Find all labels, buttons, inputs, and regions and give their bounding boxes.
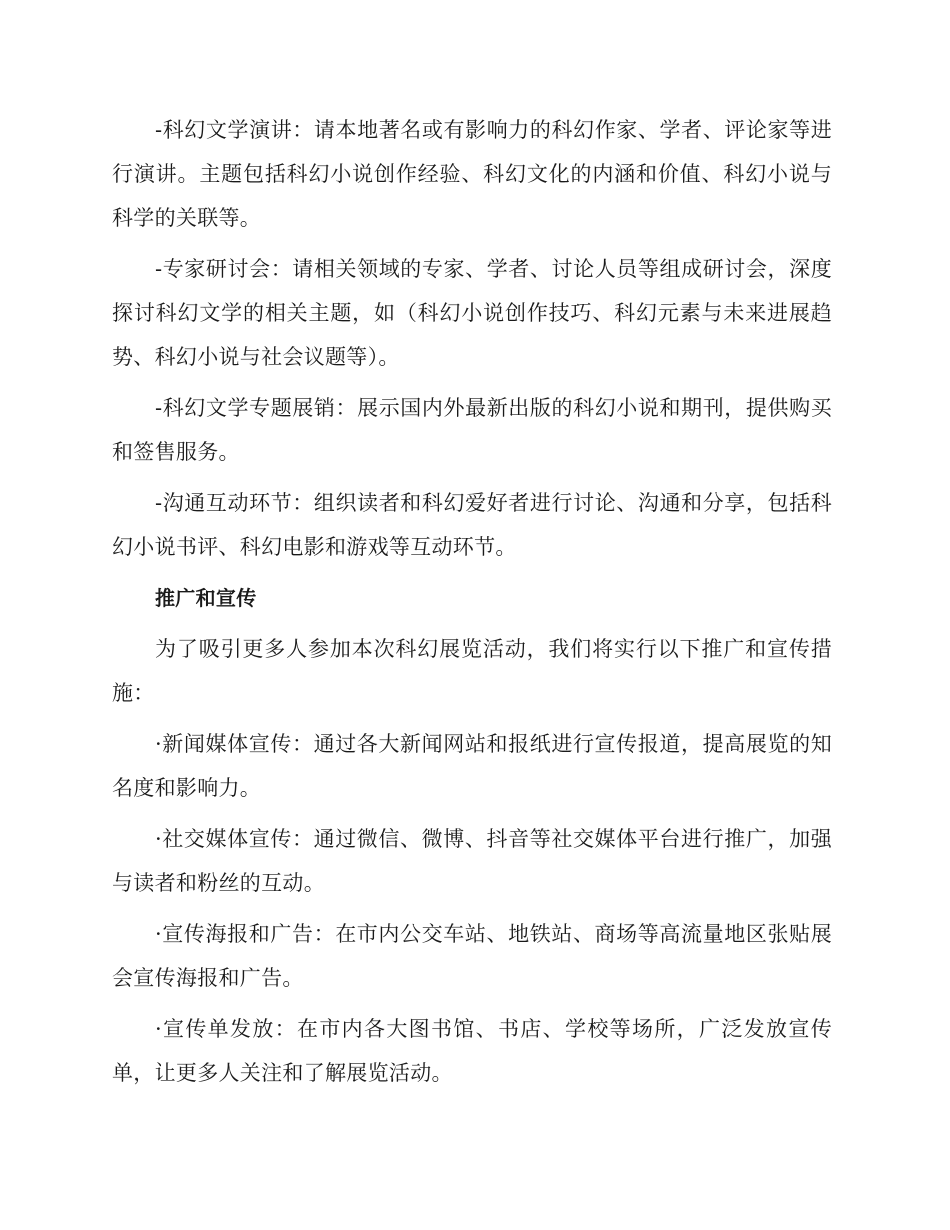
bullet-posters-ads: ·宣传海报和广告：在市内公交车站、地铁站、商场等高流量地区张贴展会宣传海报和广告。 — [112, 922, 832, 990]
document-body — [112, 108, 832, 1102]
bullet-flyers: ·宣传单发放：在市内各大图书馆、书店、学校等场所，广泛发放宣传单，让更多人关注和了解展览活动。 — [112, 1017, 832, 1085]
paragraph-expert-seminar: -专家研讨会：请相关领域的专家、学者、讨论人员等组成研讨会，深度探讨科幻文学的相关主题，如（科幻小说创作技巧、科幻元素与未来进展趋势、科幻小说与社会议题等）。 — [112, 257, 832, 369]
paragraph-sci-fi-lecture: -科幻文学演讲：请本地著名或有影响力的科幻作家、学者、评论家等进行演讲。主题包括科幻小说创作经验、科幻文化的内涵和价值、科幻小说与科学的关联等。 — [112, 118, 832, 230]
section-heading-promotion: 推广和宣传 — [155, 586, 257, 610]
paragraph-book-exhibition-sale: -科幻文学专题展销：展示国内外最新出版的科幻小说和期刊，提供购买和签售服务。 — [112, 396, 832, 464]
bullet-social-media: ·社交媒体宣传：通过微信、微博、抖音等社交媒体平台进行推广，加强与读者和粉丝的互动。 — [112, 827, 832, 895]
paragraph-promotion-intro: 为了吸引更多人参加本次科幻展览活动，我们将实行以下推广和宣传措施： — [112, 637, 832, 705]
bullet-news-media: ·新闻媒体宣传：通过各大新闻网站和报纸进行宣传报道，提高展览的知名度和影响力。 — [112, 732, 832, 800]
paragraph-interactive-session: -沟通互动环节：组织读者和科幻爱好者进行讨论、沟通和分享，包括科幻小说书评、科幻电影和游戏等互动环节。 — [112, 491, 832, 559]
